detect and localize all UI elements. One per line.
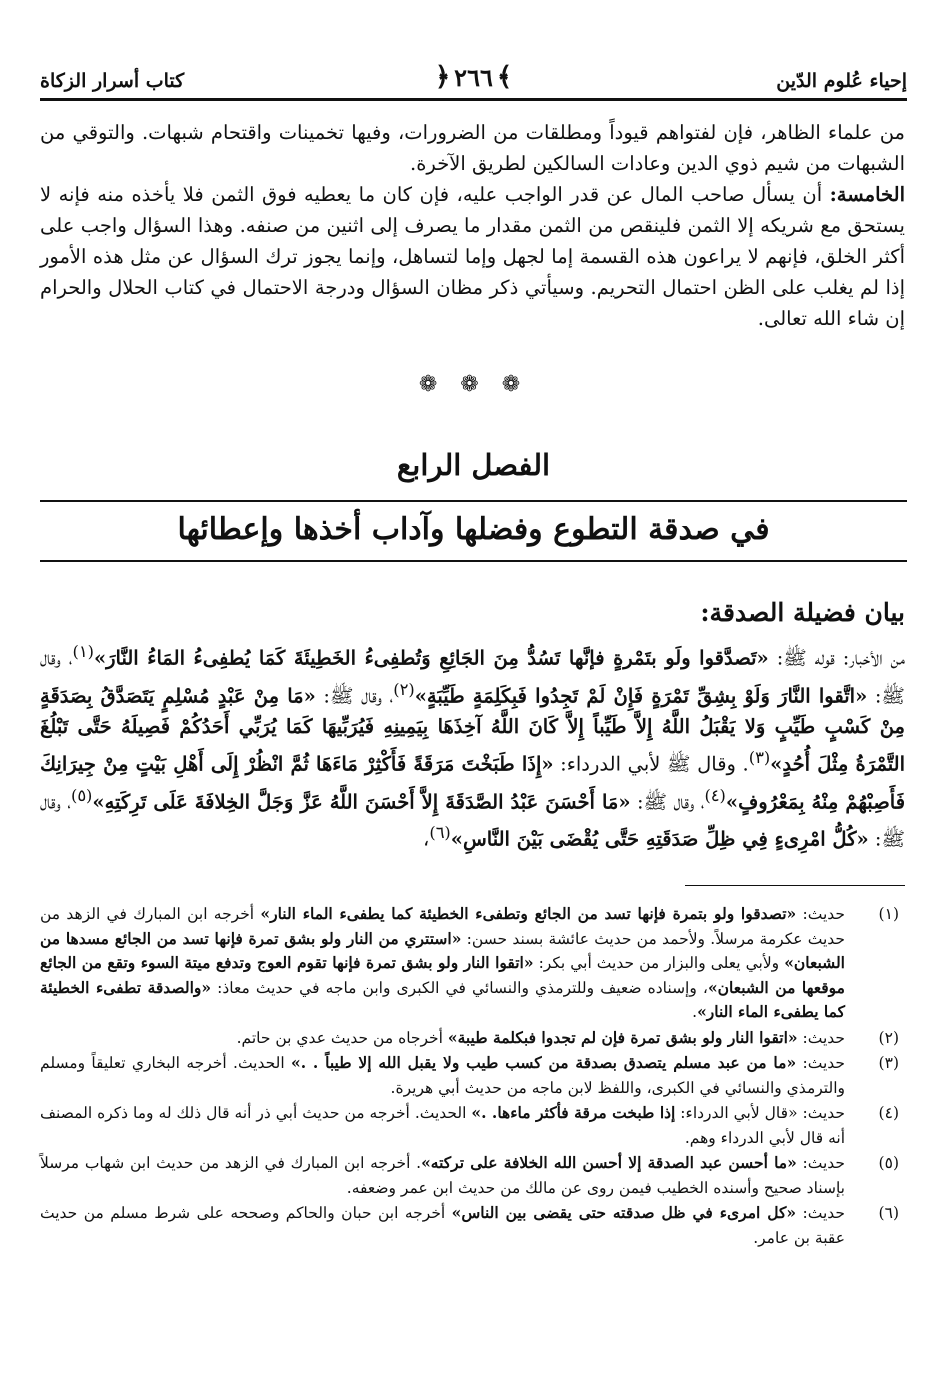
fn-part: حديث: (796, 1204, 845, 1222)
fn-part: حديث: (796, 1054, 845, 1072)
fn-part: أخرجه ابن المبارك في الزهد من حديث عكرمة مرسلاً. ولأحمد من حديث عائشة بسند حسن: (40, 905, 846, 948)
paragraph-2 (40, 179, 905, 334)
fn-quote: «ما أحسن عبد الصدقة إلا أحسن الله الخلافة على تركته» (421, 1153, 797, 1172)
footnote-ref: (٣) (748, 748, 771, 767)
fn-part: الحديث. أخرجه البخاري تعليقاً ومسلم والترمذي والنسائي في الكبرى، واللفظ لابن ماجه من حديث أبي هريرة. (40, 1054, 845, 1097)
section-header-title: كتاب أسرار الزكاة (40, 70, 185, 92)
fn-quote: «تصدقوا ولو بتمرة فإنها تسد من الجائع وتطفىء الخطيئة كما يطفىء الماء النار» (260, 904, 797, 923)
hadith-quote: «تَصدَّقوا ولَو بتَمْرةٍ فإنَّها تَسُدُّ مِنَ الجَائِعِ وَتُطفِىءُ الخَطِيئَةَ كَمَا يُطفِىءُ المَاءُ النَّارَ» (93, 646, 769, 670)
ornament-bracket-right-icon: ﴾ (496, 62, 513, 92)
ornament-bracket-left-icon: ﴿ (434, 62, 451, 92)
hadith-text: ، وقال ﷺ: (40, 646, 905, 707)
paragraph-2-lead: الخامسة: (829, 183, 905, 206)
paragraph-1: من علماء الظاهر، فإن لفتواهم قيوداً ومطلقات من الضرورات، وفيها تخمينات واقتحام شبهات. والتوقي من الشبهات من شيم ذوي الدين وعادات السالكين لطريق الآخرة. (40, 121, 905, 175)
footnote-number: (٣) (878, 1054, 899, 1072)
footnote-ref: (١) (72, 642, 94, 661)
hadith-text: ، وقال ﷺ: (40, 790, 905, 851)
footnote-number: (٦) (878, 1204, 899, 1222)
fn-quote: «اتقوا النار ولو بشق تمرة فإن لم تجدوا فبكلمة طيبة» (447, 1027, 798, 1047)
hadith-text: من الأخبار: قوله ﷺ: (768, 646, 906, 670)
footnote-number: (٢) (878, 1028, 899, 1047)
fn-part: حديث: «قال لأبي الدرداء: (675, 1104, 845, 1122)
hadith-text: . وقال ﷺ لأبي الدرداء: (553, 752, 749, 776)
footnote-3 (40, 1051, 907, 1100)
body-text (40, 117, 905, 334)
footnote-text (40, 1051, 845, 1100)
footnote-text (40, 902, 845, 1025)
footnote-ref: (٤) (704, 785, 726, 805)
page-number: ٢٦٦ (454, 62, 493, 92)
footnote-text (40, 1151, 845, 1200)
fn-part: حديث: (797, 1028, 845, 1047)
chapter-rule-bottom (40, 560, 907, 562)
fn-part: حديث: (796, 905, 845, 923)
footnote-5 (40, 1151, 907, 1200)
footnote-number: (٤) (878, 1104, 899, 1122)
footnote-text (40, 1101, 845, 1150)
hadith-quote: «اتَّقوا النَّارَ وَلَوْ بِشِقِّ تَمْرَةٍ فَإِنْ لَمْ تَجِدُوا فَبِكَلِمَةٍ طَيِّبَةٍ» (414, 684, 868, 707)
hadith-quote: «كُلُّ امْرِىءٍ فِي ظِلِّ صَدَقَتِهِ حَتَّى يُقْضَى بَيْنَ النَّاسِ» (450, 827, 869, 851)
chapter-subtitle: في صدقة التطوع وفضلها وآداب أخذها وإعطائها (177, 512, 770, 547)
fn-quote: «ما من عبد مسلم يتصدق بصدقة من كسب طيب ولا يقبل الله إلا طيباً . .» (291, 1053, 797, 1072)
footnotes (40, 902, 907, 1251)
running-header (40, 52, 907, 101)
footnote-ref: (٥) (70, 785, 93, 805)
footnote-6 (40, 1201, 907, 1250)
footnote-2 (40, 1026, 907, 1051)
fn-part: حديث: (796, 1154, 845, 1172)
fn-part: ، وإسناده ضعيف وللترمذي والنسائي في الكبرى وابن ماجه في حديث معاذ: (211, 978, 708, 997)
footnote-4 (40, 1101, 907, 1150)
footnote-text (40, 1201, 845, 1250)
separator-stars: ❁ ❁ ❁ (418, 372, 529, 397)
fn-part: . أخرجه ابن المبارك في الزهد من حديث ابن شهاب مرسلاً بإسناد صحيح وأسنده الخطيب فيمن روى عن مالك من حديث ابن عمر وضعفه. (40, 1154, 845, 1197)
fn-quote: إذا طبخت مرقة فأكثر ماءها. .» (471, 1103, 676, 1122)
chapter-rule-top (40, 500, 907, 502)
fn-quote: «استتري من النار ولو بشق تمرة فإنها تسد من الجائع مسدها من الشبعان» (40, 928, 845, 972)
footnote-text (40, 1026, 845, 1051)
book-title: إحياء عُلوم الدّين (776, 70, 907, 92)
footnote-rule (685, 885, 905, 886)
hadith-quote: «مَا أَحْسَنَ عَبْدُ الصَّدَقَةَ إِلاَّ أَحْسَنَ اللَّهُ عَزَّ وَجَلَّ الخِلافَةَ عَلَى تَرِكَتِهِ» (92, 790, 631, 813)
page-number-box (435, 62, 512, 92)
fn-quote: «كل امرىء في ظل صدقته حتى يقضى بين الناس» (451, 1203, 797, 1222)
hadith-quote: «إِذَا طَبَخْتَ مَرَقَةً فَأَكْثِرْ مَاءَهَا ثُمَّ انْظُرْ إِلَى أَهْلِ بَيْتٍ مِنْ جِيرَانِكَ فَأَصِبْهُمْ مِنْهُ بِمَعْرُوفٍ» (40, 752, 906, 813)
fn-part: الحديث. أخرجه من حديث أبي ذر أنه قال ذلك له وما ذكره المصنف أنه قال لأبي الدرداء وهم. (40, 1104, 845, 1147)
footnote-1 (40, 902, 907, 1025)
chapter-title: الفصل الرابع (396, 448, 551, 482)
hadith-text: ، (423, 827, 430, 851)
fn-part: ولأبي يعلى والبزار من حديث أبي بكر: (533, 954, 785, 972)
fn-part: أخرجاه من حديث عدي بن حاتم. (236, 1028, 448, 1047)
fn-quote: «والصدقة تطفىء الخطيئة كما يطفىء الماء النار» (40, 977, 845, 1021)
hadith-text: ، وقال ﷺ: (630, 790, 705, 813)
section-title: بيان فضيلة الصدقة: (700, 598, 905, 627)
fn-part: . (692, 1003, 698, 1021)
footnote-number: (١) (878, 905, 899, 923)
hadith-quote: «مَا مِنْ عَبْدٍ مُسْلِمٍ يَتَصَدَّقُ بِصَدَقَةٍ مِنْ كَسْبٍ طَيِّبٍ وَلا يَقْبَلُ اللَّهُ إِلاَّ طَيِّباً إِلاَّ كَانَ اللَّهُ آخِذَهَا بِيَمِينِهِ فَيُرَبِّيهَا كَمَا يُرَبِّي أَحَدُكُمْ فَصِيلَهُ حَتَّى تَبْلُغَ التَّمْرَةُ مِثْلَ أُحُدٍ» (40, 684, 905, 776)
fn-quote: «اتقوا النار ولو بشق تمرة فإنها تقوم العوج وتدفع ميتة السوء وتقع من الجائع موقعها من الشبعان» (40, 953, 845, 997)
footnote-ref: (٦) (429, 823, 451, 842)
footnote-number: (٥) (878, 1154, 899, 1172)
footnote-ref: (٢) (393, 679, 415, 699)
hadith-text: ، وقال ﷺ: (315, 684, 394, 707)
hadith-paragraph (40, 636, 905, 855)
fn-part: أخرجه ابن حبان والحاكم وصححه على شرط مسلم من حديث عقبة بن عامر. (40, 1204, 845, 1247)
paragraph-2-text: أن يسأل صاحب المال عن قدر الواجب عليه، فإن كان ما يعطيه فوق الثمن فلا يأخذه منه فإنه لا يستحق مع شريكه إلا الثمن فلينقص من الثمن مقدار ما يصرف إلى اثنين من صنفه. وهذا السؤال واجب على أكثر الخلق، فإنهم لا يراعون هذه القسمة إما لجهل وإما لتساهل، وإنما يجوز ترك السؤال عن مثل هذه الأمور إذا لم يغلب على الظن احتمال التحريم. وسيأتي ذكر مظان السؤال ودرجة الاحتمال في كتاب الحلال والحرام إن شاء الله تعالى. (40, 183, 905, 330)
